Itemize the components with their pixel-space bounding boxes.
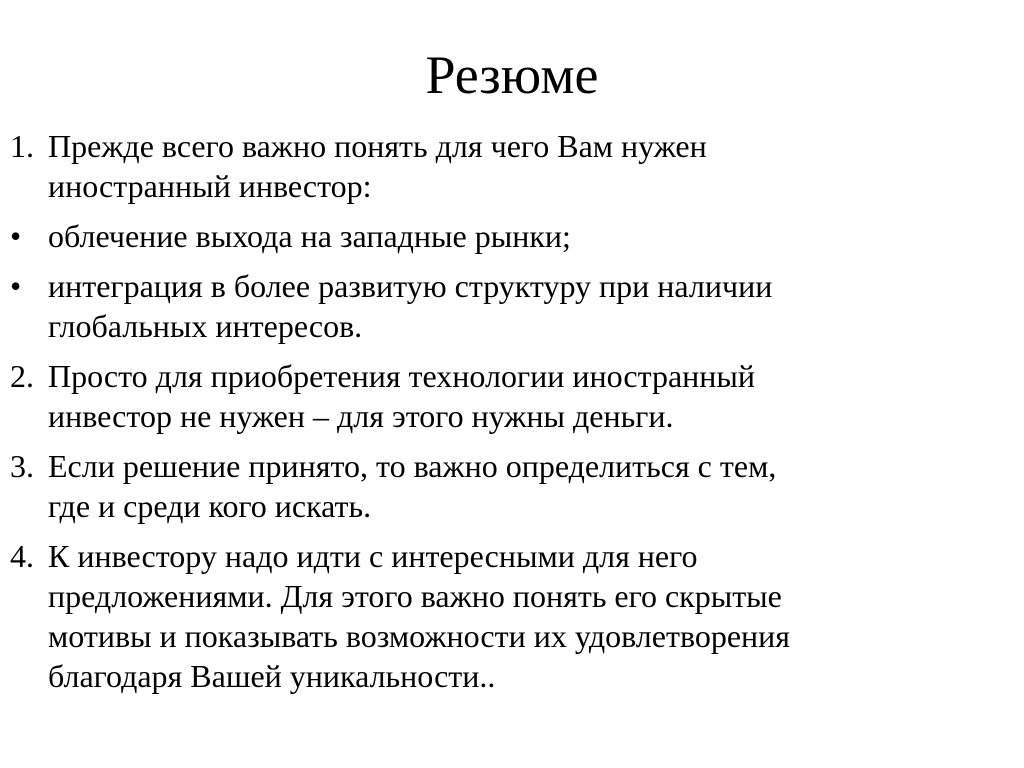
list-marker: 3. — [10, 448, 34, 484]
text-line: Просто для приобретения технологии иностранный — [48, 358, 756, 394]
text-line: иностранный инвестор: — [48, 168, 372, 204]
bullet-item-2 — [10, 266, 1000, 346]
list-marker: 1. — [10, 128, 34, 164]
text-line: глобальных интересов. — [48, 308, 363, 344]
bullet-marker: • — [10, 218, 22, 254]
bullet-item-1 — [10, 216, 1000, 256]
list-item-2 — [10, 356, 1000, 436]
bullet-marker: • — [10, 268, 22, 304]
text-line: Если решение принято, то важно определиться с тем, — [48, 448, 777, 484]
list-marker: 4. — [10, 538, 34, 574]
text-line: предложениями. Для этого важно понять его скрытые — [48, 578, 782, 614]
list-marker: 2. — [10, 358, 34, 394]
text-line: где и среди кого искать. — [48, 488, 372, 524]
text-line: Прежде всего важно понять для чего Вам нужен — [48, 128, 707, 164]
slide-body — [10, 126, 1000, 706]
text-line: инвестор не нужен – для этого нужны деньги. — [48, 398, 674, 434]
text-line: облечение выхода на западные рынки; — [48, 218, 571, 254]
list-item-3 — [10, 446, 1000, 526]
text-line: интеграция в более развитую структуру при наличии — [48, 268, 773, 304]
text-line: мотивы и показывать возможности их удовлетворения — [48, 618, 791, 654]
list-item-1 — [10, 126, 1000, 206]
text-line: К инвестору надо идти с интересными для него — [48, 538, 698, 574]
list-item-4 — [10, 536, 1000, 696]
text-line: благодаря Вашей уникальности.. — [48, 658, 496, 694]
slide-title: Резюме — [425, 45, 599, 105]
